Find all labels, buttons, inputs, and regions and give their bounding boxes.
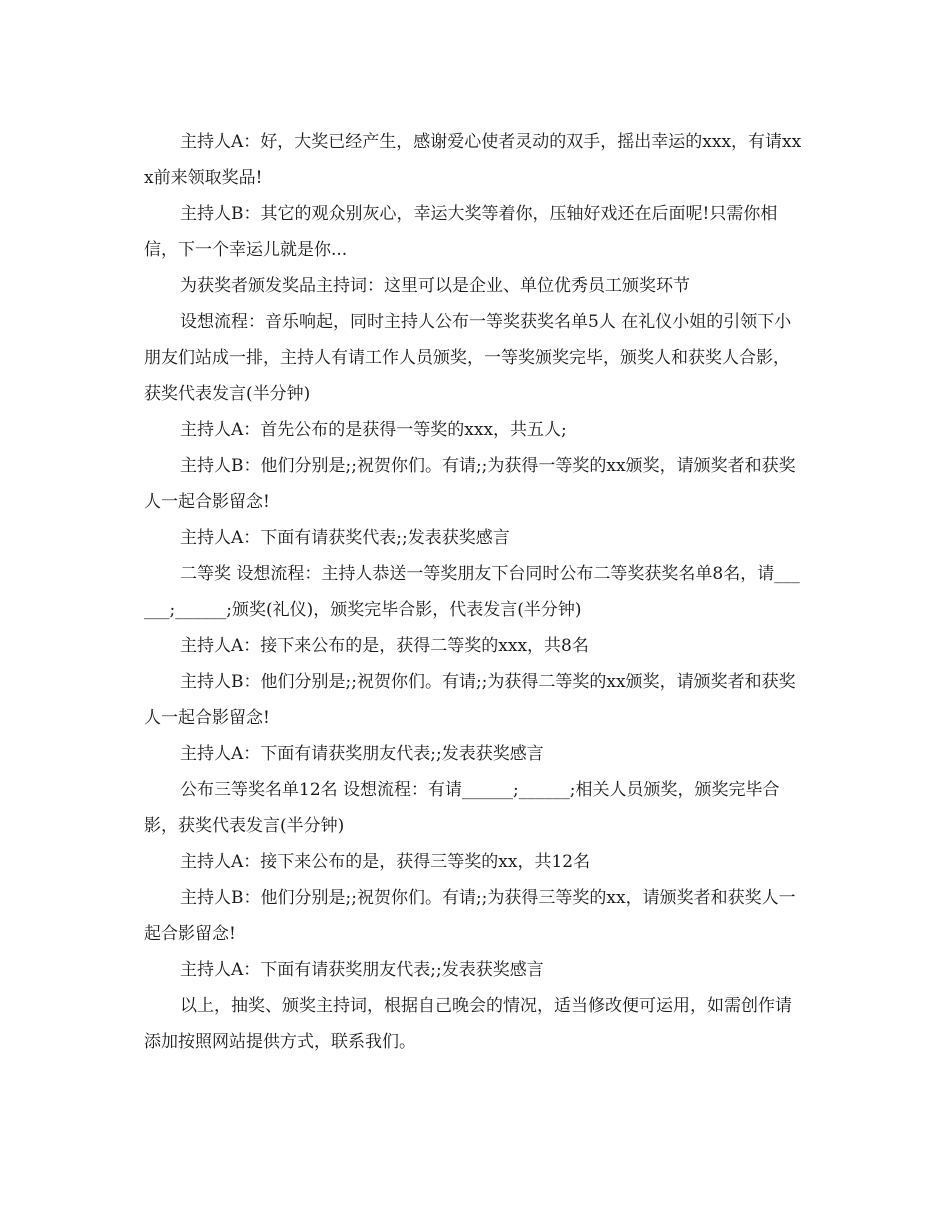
paragraph-host-b-encourage: 主持人B：其它的观众别灰心，幸运大奖等着你，压轴好戏还在后面呢!只需你相信，下一个幸运儿就是你... <box>144 204 778 260</box>
paragraph-host-b-third-prize: 主持人B：他们分别是;;祝贺你们。有请;;为获得三等奖的xx，请颁奖者和获奖人一起合影留念! <box>144 888 796 944</box>
paragraph-host-a-third-speech: 主持人A：下面有请获奖朋友代表;;发表获奖感言 <box>180 960 544 980</box>
paragraph-host-b-first-prize: 主持人B：他们分别是;;祝贺你们。有请;;为获得一等奖的xx颁奖，请颁奖者和获奖人一起合影留念! <box>144 456 796 512</box>
paragraph-host-a-grand-prize: 主持人A：好，大奖已经产生，感谢爱心使者灵动的双手，摇出幸运的xxx，有请xxx前来领取奖品! <box>144 132 802 188</box>
paragraph-host-b-second-prize: 主持人B：他们分别是;;祝贺你们。有请;;为获得二等奖的xx颁奖，请颁奖者和获奖人一起合影留念! <box>144 672 796 728</box>
paragraph-host-a-first-prize: 主持人A：首先公布的是获得一等奖的xxx，共五人; <box>180 420 567 440</box>
paragraph-first-prize-flow: 设想流程：音乐响起，同时主持人公布一等奖获奖名单5人 在礼仪小姐的引领下小朋友们站成一排，主持人有请工作人员颁奖，一等奖颁奖完毕，颁奖人和获奖人合影，获奖代表发言(半分钟) <box>144 312 792 404</box>
paragraph-host-a-second-prize: 主持人A：接下来公布的是，获得二等奖的xxx，共8名 <box>180 636 589 656</box>
paragraph-host-a-second-speech: 主持人A：下面有请获奖朋友代表;;发表获奖感言 <box>180 744 544 764</box>
paragraph-second-prize-flow: 二等奖 设想流程：主持人恭送一等奖朋友下台同时公布二等奖获奖名单8名，请______;______;颁奖(礼仪)，颁奖完毕合影，代表发言(半分钟) <box>144 564 800 620</box>
paragraph-host-a-third-prize: 主持人A：接下来公布的是，获得三等奖的xx，共12名 <box>180 852 591 872</box>
paragraph-host-a-first-speech: 主持人A：下面有请获奖代表;;发表获奖感言 <box>180 528 510 548</box>
paragraph-third-prize-flow: 公布三等奖名单12名 设想流程：有请______;______;相关人员颁奖，颁奖完毕合影，获奖代表发言(半分钟) <box>144 780 780 836</box>
paragraph-award-section-heading: 为获奖者颁发奖品主持词：这里可以是企业、单位优秀员工颁奖环节 <box>180 276 690 296</box>
document-body <box>144 124 806 1060</box>
paragraph-closing-note: 以上，抽奖、颁奖主持词，根据自己晚会的情况，适当修改便可运用，如需创作请添加按照网站提供方式，联系我们。 <box>144 996 792 1052</box>
